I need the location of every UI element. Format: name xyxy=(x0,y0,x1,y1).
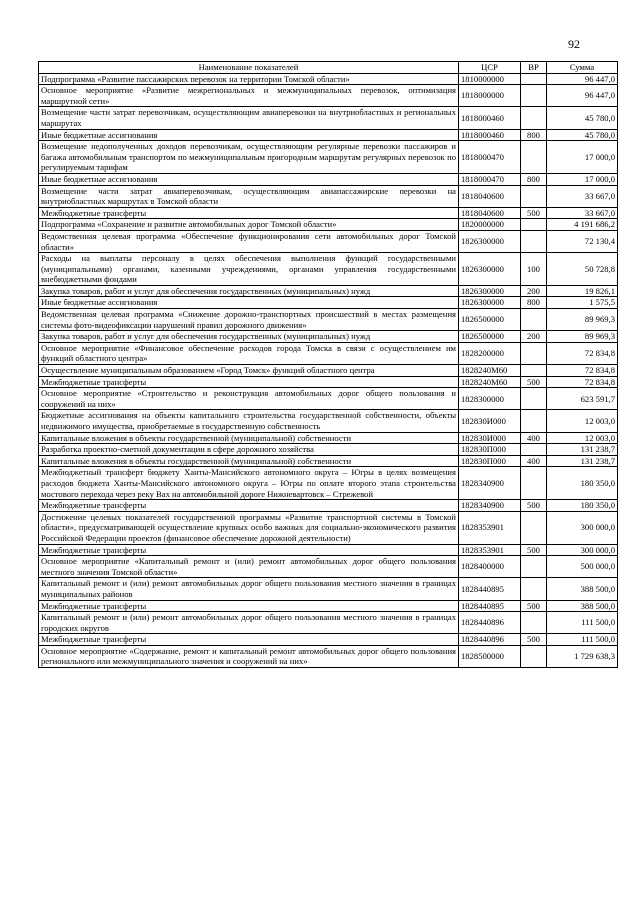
row-sum: 17 000,0 xyxy=(547,173,618,185)
table-row xyxy=(39,444,618,456)
row-name: Капитальный ремонт и (или) ремонт автомобильных дорог общего пользования местного значения в границах муниципальных районов xyxy=(39,578,459,600)
table-row xyxy=(39,556,618,578)
table-row xyxy=(39,141,618,174)
row-sum: 623 591,7 xyxy=(547,388,618,410)
row-csr: 1818000470 xyxy=(459,173,521,185)
row-vr xyxy=(521,556,547,578)
row-vr xyxy=(521,444,547,456)
row-sum: 388 500,0 xyxy=(547,600,618,612)
row-vr: 400 xyxy=(521,432,547,444)
row-csr: 1828400000 xyxy=(459,556,521,578)
row-sum: 19 826,1 xyxy=(547,285,618,297)
row-csr: 1826300000 xyxy=(459,285,521,297)
row-vr xyxy=(521,612,547,634)
row-vr xyxy=(521,645,547,667)
row-name: Возмещение части затрат авиаперевозчикам, осуществляющим авиапассажирские перевозки на внутриобластных маршрутах в Томской области xyxy=(39,185,459,207)
row-sum: 1 575,5 xyxy=(547,297,618,309)
row-vr xyxy=(521,342,547,364)
table-row xyxy=(39,578,618,600)
row-sum: 89 969,3 xyxy=(547,331,618,343)
row-vr: 800 xyxy=(521,173,547,185)
table-row xyxy=(39,219,618,231)
row-name: Основное мероприятие «Финансовое обеспечение расходов города Томска в связи с осуществлением им функций областного центра» xyxy=(39,342,459,364)
row-csr: 182830П000 xyxy=(459,444,521,456)
row-name: Возмещение недополученных доходов перевозчикам, осуществляющим регулярные перевозки пассажиров и багажа автомобильным транспортом по межмуниципальным пригородным маршрутам регулярных перевозок по регулируемым тарифам xyxy=(39,141,459,174)
row-csr: 1828500000 xyxy=(459,645,521,667)
row-name: Бюджетные ассигнования на объекты капитального строительства государственной собственности, объекты недвижимого имущества, приобретаемые в государственную собственность xyxy=(39,410,459,432)
row-csr: 1818000460 xyxy=(459,107,521,129)
row-sum: 180 350,0 xyxy=(547,500,618,512)
row-sum: 45 780,0 xyxy=(547,129,618,141)
row-csr: 1828340900 xyxy=(459,467,521,500)
table-row xyxy=(39,544,618,556)
row-vr: 500 xyxy=(521,600,547,612)
row-vr: 200 xyxy=(521,285,547,297)
table-row xyxy=(39,500,618,512)
row-csr: 1818040600 xyxy=(459,207,521,219)
row-csr: 1826300000 xyxy=(459,230,521,252)
row-name: Межбюджетные трансферты xyxy=(39,634,459,646)
row-vr: 500 xyxy=(521,207,547,219)
row-sum: 89 969,3 xyxy=(547,309,618,331)
table-row xyxy=(39,297,618,309)
row-sum: 72 834,8 xyxy=(547,365,618,377)
row-name: Межбюджетные трансферты xyxy=(39,376,459,388)
row-sum: 4 191 686,2 xyxy=(547,219,618,231)
row-sum: 72 834,8 xyxy=(547,376,618,388)
row-name: Ведомственная целевая программа «Обеспечение функционирования сети автомобильных дорог Томской области» xyxy=(39,230,459,252)
table-row xyxy=(39,129,618,141)
row-vr xyxy=(521,219,547,231)
row-vr xyxy=(521,141,547,174)
table-row xyxy=(39,600,618,612)
row-vr xyxy=(521,578,547,600)
table-row xyxy=(39,85,618,107)
row-vr xyxy=(521,511,547,544)
row-name: Основное мероприятие «Содержание, ремонт и капитальный ремонт автомобильных дорог общего пользования регионального или межмуниципального значения и сооружений на них» xyxy=(39,645,459,667)
row-sum: 33 667,0 xyxy=(547,207,618,219)
row-csr: 1828440895 xyxy=(459,578,521,600)
row-csr: 1826500000 xyxy=(459,309,521,331)
row-csr: 1826300000 xyxy=(459,253,521,286)
row-vr: 400 xyxy=(521,455,547,467)
row-csr: 1810000000 xyxy=(459,73,521,85)
row-sum: 1 729 638,3 xyxy=(547,645,618,667)
table-row xyxy=(39,207,618,219)
row-sum: 111 500,0 xyxy=(547,612,618,634)
row-csr: 1818000460 xyxy=(459,129,521,141)
row-vr xyxy=(521,107,547,129)
row-name: Осуществление муниципальным образованием «Город Томск» функций областного центра xyxy=(39,365,459,377)
row-sum: 131 238,7 xyxy=(547,455,618,467)
row-name: Межбюджетные трансферты xyxy=(39,544,459,556)
row-vr xyxy=(521,73,547,85)
row-sum: 96 447,0 xyxy=(547,85,618,107)
header-name: Наименование показателей xyxy=(39,62,459,74)
row-csr: 1828440896 xyxy=(459,634,521,646)
row-sum: 72 130,4 xyxy=(547,230,618,252)
row-sum: 72 834,8 xyxy=(547,342,618,364)
row-vr: 500 xyxy=(521,500,547,512)
row-csr: 1818000470 xyxy=(459,141,521,174)
row-name: Иные бюджетные ассигнования xyxy=(39,129,459,141)
row-csr: 1826300000 xyxy=(459,297,521,309)
table-row xyxy=(39,107,618,129)
row-name: Капитальные вложения в объекты государственной (муниципальной) собственности xyxy=(39,455,459,467)
row-sum: 180 350,0 xyxy=(547,467,618,500)
table-header-row xyxy=(39,62,618,74)
row-csr: 1818040600 xyxy=(459,185,521,207)
row-csr: 1828240М60 xyxy=(459,365,521,377)
row-csr: 182830И000 xyxy=(459,432,521,444)
row-vr xyxy=(521,467,547,500)
row-name: Межбюджетные трансферты xyxy=(39,500,459,512)
row-name: Достижение целевых показателей государственной программы «Развитие транспортной системы в Томской области», предусматривающей осуществление крупных особо важных для социально-экономического развития Российской Федерации проектов (финансовое обеспечение дорожной деятельности) xyxy=(39,511,459,544)
row-vr: 500 xyxy=(521,544,547,556)
row-vr xyxy=(521,185,547,207)
row-vr: 500 xyxy=(521,634,547,646)
table-row xyxy=(39,73,618,85)
row-vr xyxy=(521,365,547,377)
table-row xyxy=(39,511,618,544)
row-csr: 1828200000 xyxy=(459,342,521,364)
row-sum: 300 000,0 xyxy=(547,544,618,556)
row-vr: 200 xyxy=(521,331,547,343)
row-name: Иные бюджетные ассигнования xyxy=(39,173,459,185)
header-sum: Сумма xyxy=(547,62,618,74)
table-row xyxy=(39,230,618,252)
row-csr: 1818000000 xyxy=(459,85,521,107)
table-row xyxy=(39,455,618,467)
row-vr: 100 xyxy=(521,253,547,286)
row-sum: 131 238,7 xyxy=(547,444,618,456)
row-name: Основное мероприятие «Строительство и реконструкция автомобильных дорог общего пользования и сооружений на них» xyxy=(39,388,459,410)
table-row xyxy=(39,365,618,377)
header-csr: ЦСР xyxy=(459,62,521,74)
table-row xyxy=(39,467,618,500)
row-csr: 1826500000 xyxy=(459,331,521,343)
budget-table xyxy=(38,61,618,668)
row-sum: 50 728,8 xyxy=(547,253,618,286)
table-row xyxy=(39,342,618,364)
row-name: Закупка товаров, работ и услуг для обеспечения государственных (муниципальных) нужд xyxy=(39,285,459,297)
row-csr: 1828353901 xyxy=(459,511,521,544)
row-name: Иные бюджетные ассигнования xyxy=(39,297,459,309)
row-name: Межбюджетные трансферты xyxy=(39,207,459,219)
row-csr: 1828353901 xyxy=(459,544,521,556)
table-row xyxy=(39,253,618,286)
table-row xyxy=(39,634,618,646)
row-name: Основное мероприятие «Капитальный ремонт и (или) ремонт автомобильных дорог общего пользования местного значения Томской области» xyxy=(39,556,459,578)
row-vr: 800 xyxy=(521,297,547,309)
row-vr xyxy=(521,309,547,331)
row-csr: 1828240М60 xyxy=(459,376,521,388)
table-row xyxy=(39,410,618,432)
page-number: 92 xyxy=(568,37,580,51)
row-sum: 17 000,0 xyxy=(547,141,618,174)
table-row xyxy=(39,612,618,634)
row-sum: 96 447,0 xyxy=(547,73,618,85)
row-name: Расходы на выплаты персоналу в целях обеспечения выполнения функций государственными (муниципальными) органами, казенными учреждениями, органами управления государственными внебюджетными фондами xyxy=(39,253,459,286)
table-body xyxy=(39,73,618,667)
table-row xyxy=(39,309,618,331)
row-name: Капитальные вложения в объекты государственной (муниципальной) собственности xyxy=(39,432,459,444)
row-vr: 800 xyxy=(521,129,547,141)
row-sum: 300 000,0 xyxy=(547,511,618,544)
row-csr: 1828340900 xyxy=(459,500,521,512)
row-name: Закупка товаров, работ и услуг для обеспечения государственных (муниципальных) нужд xyxy=(39,331,459,343)
table-row xyxy=(39,173,618,185)
row-vr xyxy=(521,388,547,410)
row-name: Межбюджетные трансферты xyxy=(39,600,459,612)
row-csr: 1828440895 xyxy=(459,600,521,612)
row-csr: 182830И000 xyxy=(459,410,521,432)
row-name: Разработка проектно-сметной документации в сфере дорожного хозяйства xyxy=(39,444,459,456)
row-vr: 500 xyxy=(521,376,547,388)
row-csr: 182830П000 xyxy=(459,455,521,467)
row-vr xyxy=(521,410,547,432)
row-sum: 388 500,0 xyxy=(547,578,618,600)
header-vr: ВР xyxy=(521,62,547,74)
row-csr: 1828440896 xyxy=(459,612,521,634)
row-vr xyxy=(521,85,547,107)
table-row xyxy=(39,432,618,444)
table-row xyxy=(39,645,618,667)
row-name: Подпрограмма «Развитие пассажирских перевозок на территории Томской области» xyxy=(39,73,459,85)
row-sum: 12 003,0 xyxy=(547,410,618,432)
row-name: Ведомственная целевая программа «Снижение дорожно-транспортных происшествий в местах размещения системы фото-видеофиксации нарушений правил дорожного движения» xyxy=(39,309,459,331)
table-row xyxy=(39,185,618,207)
row-name: Капитальный ремонт и (или) ремонт автомобильных дорог общего пользования местного значения в границах городских округов xyxy=(39,612,459,634)
row-name: Основное мероприятие «Развитие межрегиональных и межмуниципальных перевозок, оптимизация маршрутной сети» xyxy=(39,85,459,107)
table-row xyxy=(39,376,618,388)
row-csr: 1820000000 xyxy=(459,219,521,231)
table-row xyxy=(39,285,618,297)
table-row xyxy=(39,388,618,410)
row-sum: 500 000,0 xyxy=(547,556,618,578)
row-vr xyxy=(521,230,547,252)
row-name: Возмещение части затрат перевозчикам, осуществляющим авиаперевозки на внутриобластных и региональных маршрутах xyxy=(39,107,459,129)
row-csr: 1828300000 xyxy=(459,388,521,410)
row-sum: 111 500,0 xyxy=(547,634,618,646)
table-row xyxy=(39,331,618,343)
row-name: Межбюджетный трансферт бюджету Ханты-Мансийского автономного округа – Югры в целях возмещения расходов бюджета Ханты-Мансийского автономного округа – Югры по оплате второго этапа строительства мостового перехода через реку Вах на автомобильной дороге Нижневартовск – Стрежевой xyxy=(39,467,459,500)
row-sum: 33 667,0 xyxy=(547,185,618,207)
row-sum: 12 003,0 xyxy=(547,432,618,444)
row-name: Подпрограмма «Сохранение и развитие автомобильных дорог Томской области» xyxy=(39,219,459,231)
row-sum: 45 780,0 xyxy=(547,107,618,129)
